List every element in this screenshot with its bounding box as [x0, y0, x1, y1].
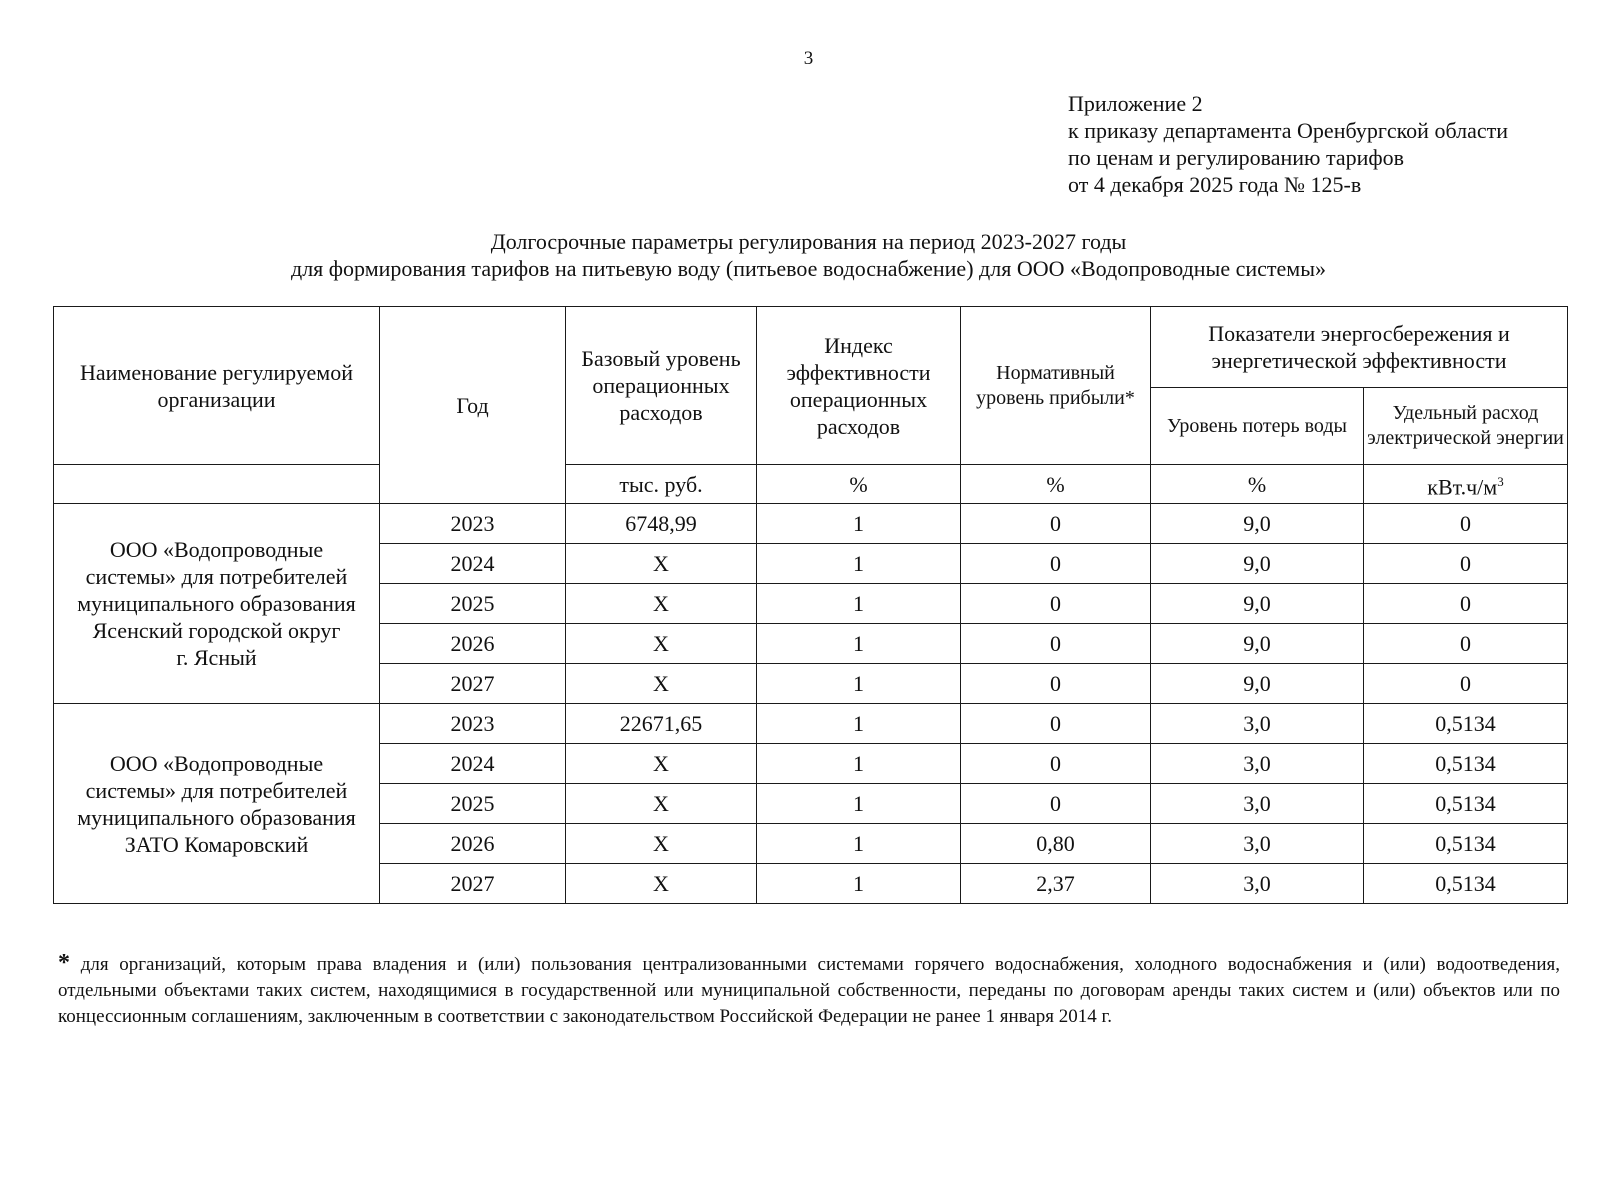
table-row [54, 704, 1568, 744]
header-energy-group: Показатели энергосбережения и энергетической эффективности [1151, 307, 1568, 388]
year-cell: 2025 [380, 784, 566, 824]
energy-use-cell: 0,5134 [1364, 744, 1568, 784]
efficiency-index-cell: 1 [757, 784, 961, 824]
base-opex-cell: X [566, 664, 757, 704]
profit-level-cell: 0 [961, 504, 1151, 544]
appendix-line: Приложение 2 [1068, 91, 1203, 116]
appendix-line: от 4 декабря 2025 года № 125-в [1068, 172, 1362, 197]
profit-level-cell: 0 [961, 544, 1151, 584]
title-line-1: Долгосрочные параметры регулирования на период 2023-2027 годы [490, 229, 1127, 254]
year-cell: 2027 [380, 664, 566, 704]
year-cell: 2026 [380, 624, 566, 664]
org-name-line: системы» для потребителей [85, 777, 348, 803]
org-name-line: ООО «Водопроводные [109, 750, 324, 776]
efficiency-index-cell: 1 [757, 664, 961, 704]
base-opex-cell: X [566, 744, 757, 784]
page-number: 3 [803, 48, 814, 69]
year-cell: 2023 [380, 504, 566, 544]
header-year: Год [380, 307, 566, 504]
energy-use-cell: 0,5134 [1364, 784, 1568, 824]
header-water-loss: Уровень потерь воды [1151, 388, 1364, 465]
water-loss-cell: 9,0 [1151, 544, 1364, 584]
base-opex-cell: X [566, 584, 757, 624]
water-loss-cell: 3,0 [1151, 784, 1364, 824]
org-name-line: Ясенский городской округ [92, 618, 341, 643]
efficiency-index-cell: 1 [757, 544, 961, 584]
base-opex-cell: X [566, 784, 757, 824]
efficiency-index-cell: 1 [757, 504, 961, 544]
title-line-2: для формирования тарифов на питьевую воду (питьевое водоснабжение) для ООО «Водопроводные системы» [291, 256, 1326, 281]
appendix-line: к приказу департамента Оренбургской области [1068, 118, 1508, 143]
water-loss-cell: 9,0 [1151, 504, 1364, 544]
profit-level-cell: 2,37 [961, 864, 1151, 904]
header-energy-use: Удельный расход электрической энергии [1364, 388, 1568, 465]
appendix-line: по ценам и регулированию тарифов [1068, 145, 1405, 170]
energy-use-cell: 0 [1364, 624, 1568, 664]
profit-level-cell: 0 [961, 664, 1151, 704]
base-opex-cell: X [566, 544, 757, 584]
base-opex-cell: X [566, 624, 757, 664]
energy-use-cell: 0 [1364, 544, 1568, 584]
year-cell: 2027 [380, 864, 566, 904]
header-efficiency-index: Индекс эффективности операционных расходов [757, 307, 961, 465]
energy-use-cell: 0,5134 [1364, 824, 1568, 864]
water-loss-cell: 9,0 [1151, 624, 1364, 664]
appendix-block [1068, 90, 1508, 198]
profit-level-cell: 0 [961, 584, 1151, 624]
profit-level-cell: 0 [961, 624, 1151, 664]
org-name-line: ООО «Водопроводные [109, 537, 324, 562]
unit-efficiency-index: % [757, 465, 961, 504]
efficiency-index-cell: 1 [757, 864, 961, 904]
header-base-opex: Базовый уровень операционных расходов [566, 307, 757, 465]
base-opex-cell: X [566, 824, 757, 864]
org-name-cell [54, 504, 380, 704]
org-name-line: ЗАТО Комаровский [124, 831, 309, 857]
year-cell: 2023 [380, 704, 566, 744]
base-opex-cell: X [566, 864, 757, 904]
efficiency-index-cell: 1 [757, 624, 961, 664]
profit-level-cell: 0 [961, 704, 1151, 744]
unit-energy-use [1364, 465, 1568, 504]
water-loss-cell: 3,0 [1151, 824, 1364, 864]
footnote-marker: * [58, 950, 70, 976]
water-loss-cell: 3,0 [1151, 704, 1364, 744]
footnote-text: для организаций, которым права владения и (или) пользования централизованными системами горячего водоснабжения, холодного водоснабжения и (или) водоотведения, отдельными объектами таких систем, находящимися в государственной или муниципальной собственности, переданы по договорам аренды таких систем и (или) объектов или по концессионным соглашениям, заключенным в соответствии с законодательством Российской Федерации не ранее 1 января 2014 г. [58, 954, 1561, 1027]
org-name-line: муниципального образования [77, 804, 356, 830]
year-cell: 2026 [380, 824, 566, 864]
energy-use-cell: 0,5134 [1364, 864, 1568, 904]
water-loss-cell: 9,0 [1151, 664, 1364, 704]
profit-level-cell: 0 [961, 744, 1151, 784]
header-profit-level: Нормативный уровень прибыли* [961, 307, 1151, 465]
org-name-line: муниципального образования [77, 591, 356, 616]
energy-use-cell: 0 [1364, 584, 1568, 624]
year-cell: 2024 [380, 544, 566, 584]
unit-energy-use-sup: 3 [1497, 473, 1504, 489]
header-units-org-empty [54, 465, 380, 504]
efficiency-index-cell: 1 [757, 824, 961, 864]
org-name-line: системы» для потребителей [85, 564, 348, 589]
base-opex-cell: 22671,65 [566, 704, 757, 744]
document-title [0, 228, 1617, 282]
energy-use-cell: 0,5134 [1364, 704, 1568, 744]
footnote [58, 950, 1560, 1030]
org-name-line: г. Ясный [176, 645, 257, 670]
profit-level-cell: 0 [961, 784, 1151, 824]
header-org: Наименование регулируемой организации [54, 307, 380, 465]
efficiency-index-cell: 1 [757, 744, 961, 784]
energy-use-cell: 0 [1364, 504, 1568, 544]
unit-base-opex: тыс. руб. [566, 465, 757, 504]
efficiency-index-cell: 1 [757, 584, 961, 624]
water-loss-cell: 9,0 [1151, 584, 1364, 624]
org-name-cell [54, 704, 380, 904]
energy-use-cell: 0 [1364, 664, 1568, 704]
water-loss-cell: 3,0 [1151, 744, 1364, 784]
year-cell: 2024 [380, 744, 566, 784]
year-cell: 2025 [380, 584, 566, 624]
unit-profit-level: % [961, 465, 1151, 504]
water-loss-cell: 3,0 [1151, 864, 1364, 904]
parameters-table [53, 306, 1568, 904]
base-opex-cell: 6748,99 [566, 504, 757, 544]
unit-energy-use-text: кВт.ч/м [1427, 474, 1498, 500]
efficiency-index-cell: 1 [757, 704, 961, 744]
table-row [54, 504, 1568, 544]
unit-water-loss: % [1151, 465, 1364, 504]
profit-level-cell: 0,80 [961, 824, 1151, 864]
